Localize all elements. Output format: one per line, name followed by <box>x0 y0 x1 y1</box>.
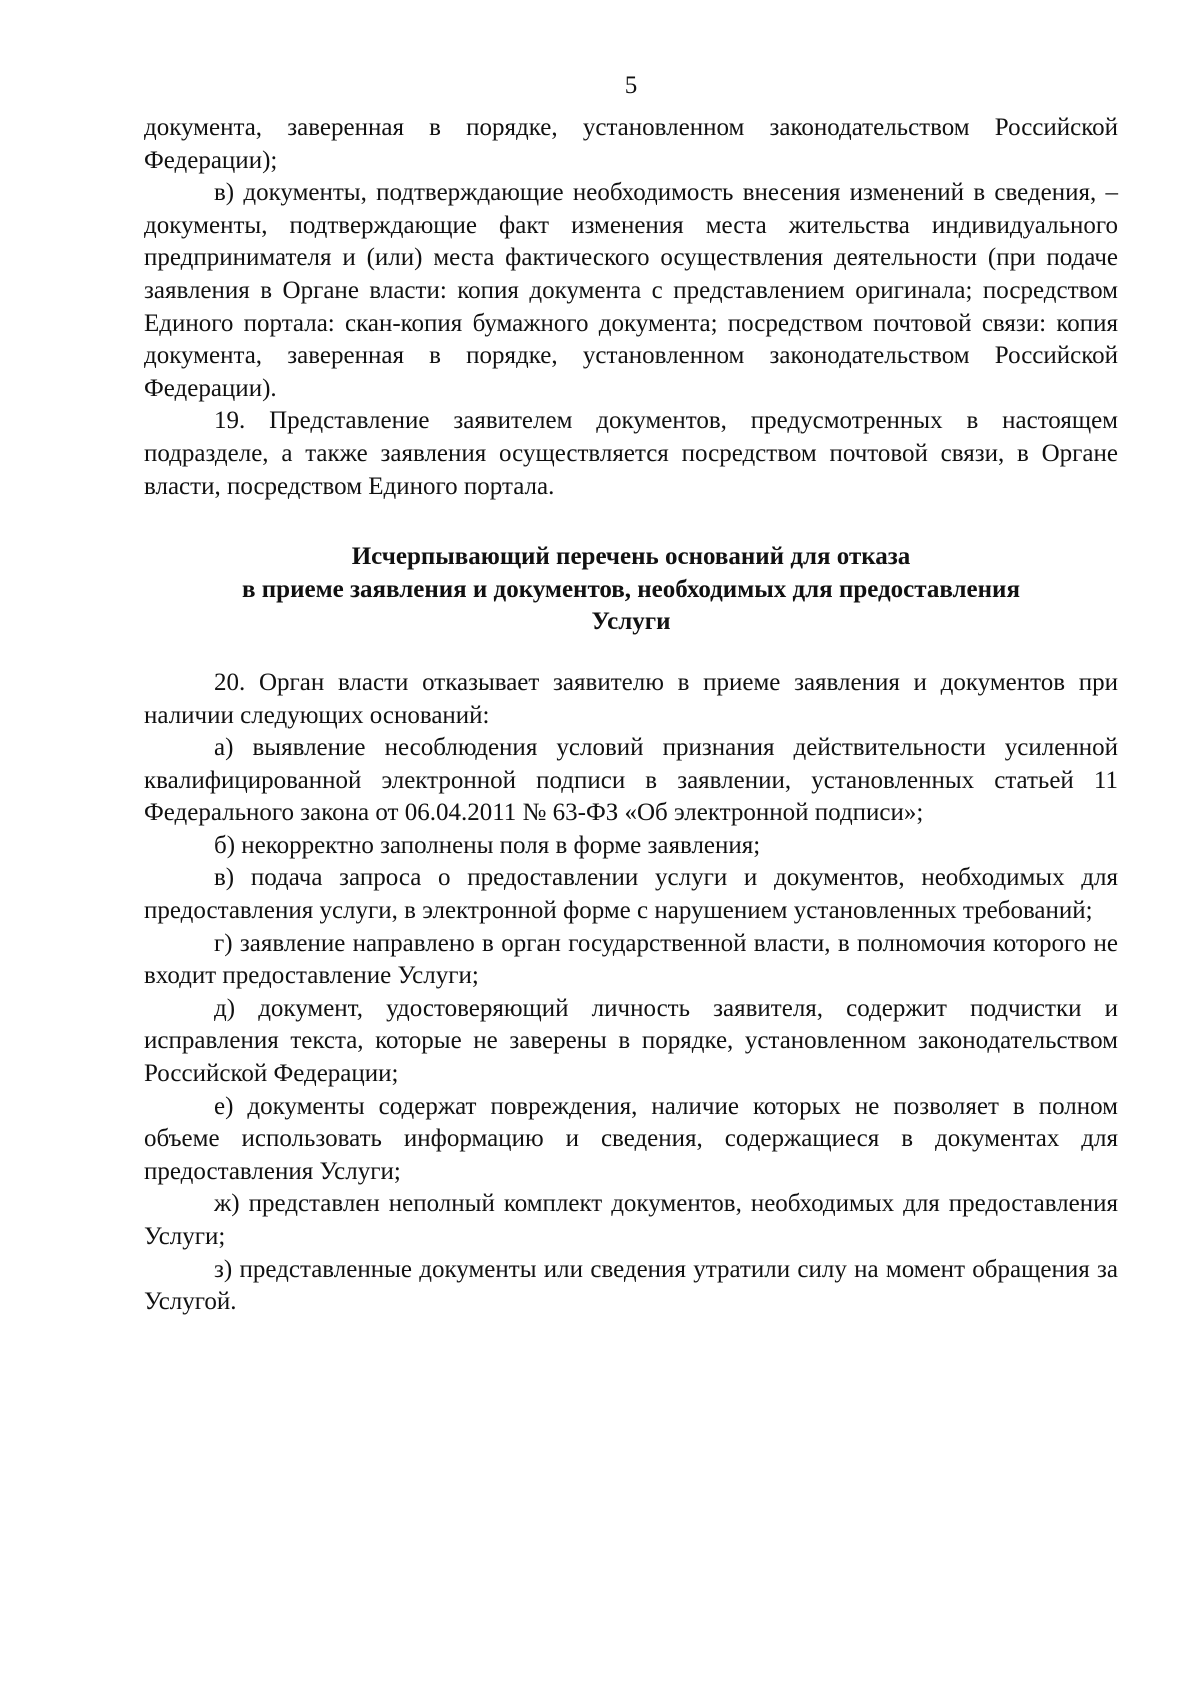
paragraph-20-item-zh: ж) представлен неполный комплект документов, необходимых для предоставления Услуги; <box>144 1190 1118 1250</box>
paragraph-20-item-v: в) подача запроса о предоставлении услуги и документов, необходимых для предоставления услуги, в электронной форме с нарушением установленных требований; <box>144 864 1118 925</box>
section-heading-line-3: Услуги <box>591 608 671 636</box>
paragraph-item-v-documents: в) документы, подтверждающие необходимость внесения изменений в сведения, – документы, подтверждающие факт изменения места жительства индивидуального предпринимателя и (или) места фактического осуществления деятельности (при подаче заявления в Органе власти: копия документа с представлением оригинала; посредством Единого портала: скан-копия бумажного документа; посредством почтовой связи: копия документа, заверенная в порядке, установленном законодательством Российской Федерации). <box>144 179 1118 402</box>
paragraph-20-item-d: д) документ, удостоверяющий личность заявителя, содержит подчистки и исправления текста, которые не заверены в порядке, установленном законодательством Российской Федерации; <box>144 994 1118 1088</box>
paragraph-20-item-g: г) заявление направлено в орган государственной власти, в полномочия которого не входит предоставление Услуги; <box>144 929 1118 990</box>
section-heading-line-1: Исчерпывающий перечень оснований для отказа <box>351 543 911 571</box>
paragraph-20-item-z: з) представленные документы или сведения утратили силу на момент обращения за Услугой. <box>144 1255 1118 1316</box>
section-heading <box>144 541 1118 639</box>
paragraph-19: 19. Представление заявителем документов, предусмотренных в настоящем подразделе, а также заявления осуществляется посредством почтовой связи, в Органе власти, посредством Единого портала. <box>144 407 1118 500</box>
paragraph-20-item-a: а) выявление несоблюдения условий признания действительности усиленной квалифицированной электронной подписи в заявлении, установленных статьей 11 Федерального закона от 06.04.2011 № 63-ФЗ «Об электронной подписи»; <box>144 734 1118 827</box>
page-number: 5 <box>624 72 638 99</box>
paragraph-20: 20. Орган власти отказывает заявителю в приеме заявления и документов при наличии следующих оснований: <box>144 668 1118 729</box>
paragraph-20-item-b: б) некорректно заполнены поля в форме заявления; <box>214 831 761 859</box>
paragraph-20-item-e: е) документы содержат повреждения, наличие которых не позволяет в полном объеме использовать информацию и сведения, содержащиеся в документах для предоставления Услуги; <box>144 1092 1118 1185</box>
section-heading-line-2: в приеме заявления и документов, необходимых для предоставления <box>242 575 1020 603</box>
paragraph-continuation: документа, заверенная в порядке, установленном законодательством Российской Федерации); <box>144 114 1118 174</box>
